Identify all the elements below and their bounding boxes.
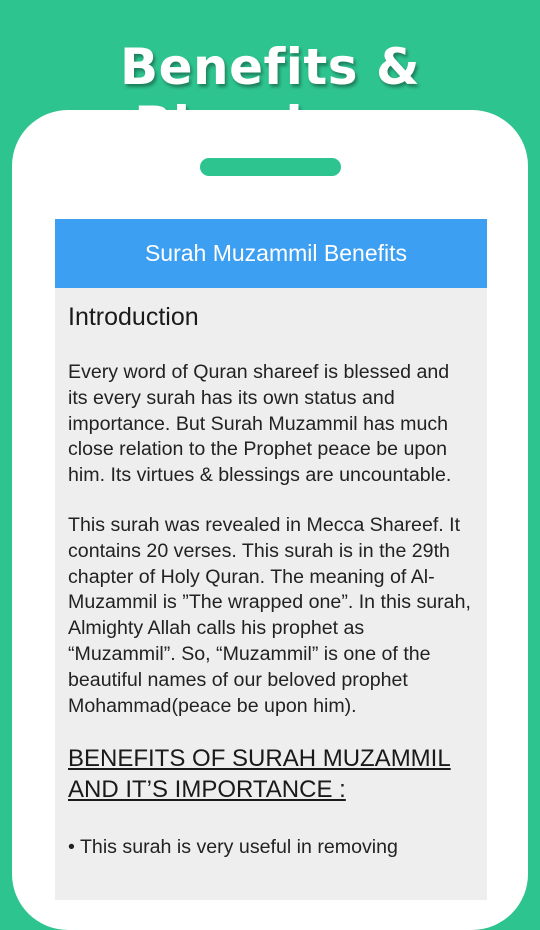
promo-banner-title: Benefits & — [119, 38, 421, 96]
phone-speaker-bar — [200, 158, 341, 176]
benefit-bullet-item: • This surah is very useful in removing — [68, 836, 398, 859]
app-screen — [55, 219, 487, 900]
article-content[interactable] — [55, 303, 487, 861]
introduction-heading: Introduction — [68, 303, 199, 331]
intro-paragraph-2: This surah was revealed in Mecca Shareef. It contains 20 verses. This surah is in the 29th chapter of Holy Quran. The meaning of Al-Muzammil is ”The wrapped one”. In this surah, Almighty Allah calls his prophet as “Muzammil”. So, “Muzammil” is one of the beautiful names of our beloved prophet Mohammad(peace be upon him). — [68, 513, 471, 717]
app-bar — [55, 219, 487, 288]
benefits-heading: BENEFITS OF SURAH MUZAMMIL AND IT’S IMPORTANCE : — [68, 745, 451, 804]
intro-paragraph-1: Every word of Quran shareef is blessed and its every surah has its own status and importance. But Surah Muzammil has much close relation to the Prophet peace be upon him. Its virtues & blessings are uncountable. — [68, 361, 452, 487]
app-bar-title: Surah Muzammil Benefits — [144, 240, 408, 266]
